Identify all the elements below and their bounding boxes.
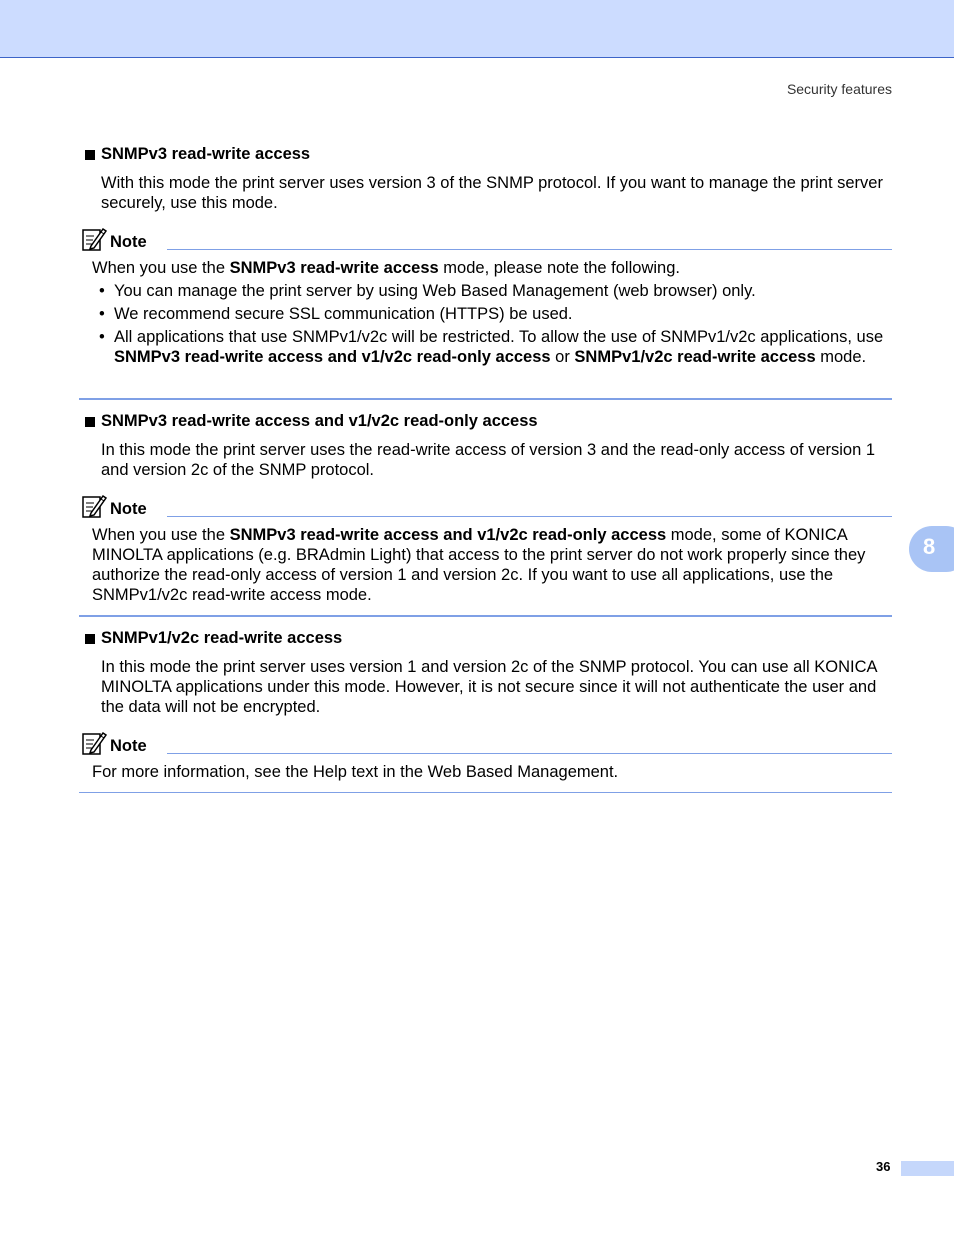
list-item: • You can manage the print server by using Web Based Management (web browser) only. [99, 282, 756, 300]
note-body [92, 762, 892, 782]
note-bullet-list [92, 281, 892, 367]
note-header [81, 730, 892, 756]
section-heading-snmpv1v2c-rw [85, 629, 342, 648]
note-header [81, 493, 892, 519]
chapter-tab [909, 526, 954, 572]
note-body [92, 525, 892, 605]
note-pencil-icon [81, 730, 107, 756]
note-end-rule [79, 615, 892, 617]
square-bullet-icon [85, 150, 95, 160]
top-band [0, 0, 954, 58]
note-label: Note [110, 737, 147, 755]
section-body: In this mode the print server uses the read-write access of version 3 and the read-only access of version 1 and version 2c of the SNMP protocol. [101, 441, 876, 479]
note-end-rule [79, 398, 892, 400]
list-item: • We recommend secure SSL communication (HTTPS) be used. [99, 305, 573, 323]
note-text: When you use the SNMPv3 read-write access and v1/v2c read-only access mode, some of KONICA MINOLTA applications (e.g. BRAdmin Light) that access to the print server do not work properly since they authorize the read-only access of version 1 and version 2c. If you want to use all applications, use the SNMPv1/v2c read-write access mode. [92, 526, 866, 604]
running-header: Security features [786, 81, 892, 97]
note-rule [167, 249, 892, 250]
note-rule [167, 516, 892, 517]
section-heading-snmpv3-rw-v1v2c-ro [85, 412, 538, 431]
square-bullet-icon [85, 417, 95, 427]
section-body: In this mode the print server uses version 1 and version 2c of the SNMP protocol. You can use all KONICA MINOLTA applications under this mode. However, it is not secure since it will not authenticate the user and the data will not be encrypted. [101, 658, 877, 716]
section-heading-text: SNMPv3 read-write access and v1/v2c read-only access [101, 412, 538, 430]
note-label: Note [110, 500, 147, 518]
section-heading-snmpv3-rw [85, 145, 310, 164]
note-rule [167, 753, 892, 754]
section-heading-text: SNMPv1/v2c read-write access [101, 629, 343, 647]
note-intro: When you use the SNMPv3 read-write access mode, please note the following. [92, 259, 680, 277]
note-text: For more information, see the Help text in the Web Based Management. [92, 763, 619, 781]
page-footer-tab [901, 1161, 954, 1176]
square-bullet-icon [85, 634, 95, 644]
chapter-number: 8 [923, 534, 936, 559]
note-header [81, 226, 892, 252]
section-heading-text: SNMPv3 read-write access [101, 145, 311, 163]
note-label: Note [110, 233, 147, 251]
page-number: 36 [876, 1159, 891, 1174]
note-pencil-icon [81, 493, 107, 519]
section-body: With this mode the print server uses version 3 of the SNMP protocol. If you want to manage the print server securely, use this mode. [101, 174, 883, 212]
note-body [92, 258, 892, 367]
note-pencil-icon [81, 226, 107, 252]
list-item: • All applications that use SNMPv1/v2c will be restricted. To allow the use of SNMPv1/v2c applications, use SNMPv3 read-write access and v1/v2c read-only access or SNMPv1/v2c read-write access mode. [99, 328, 884, 366]
note-end-rule [79, 792, 892, 793]
